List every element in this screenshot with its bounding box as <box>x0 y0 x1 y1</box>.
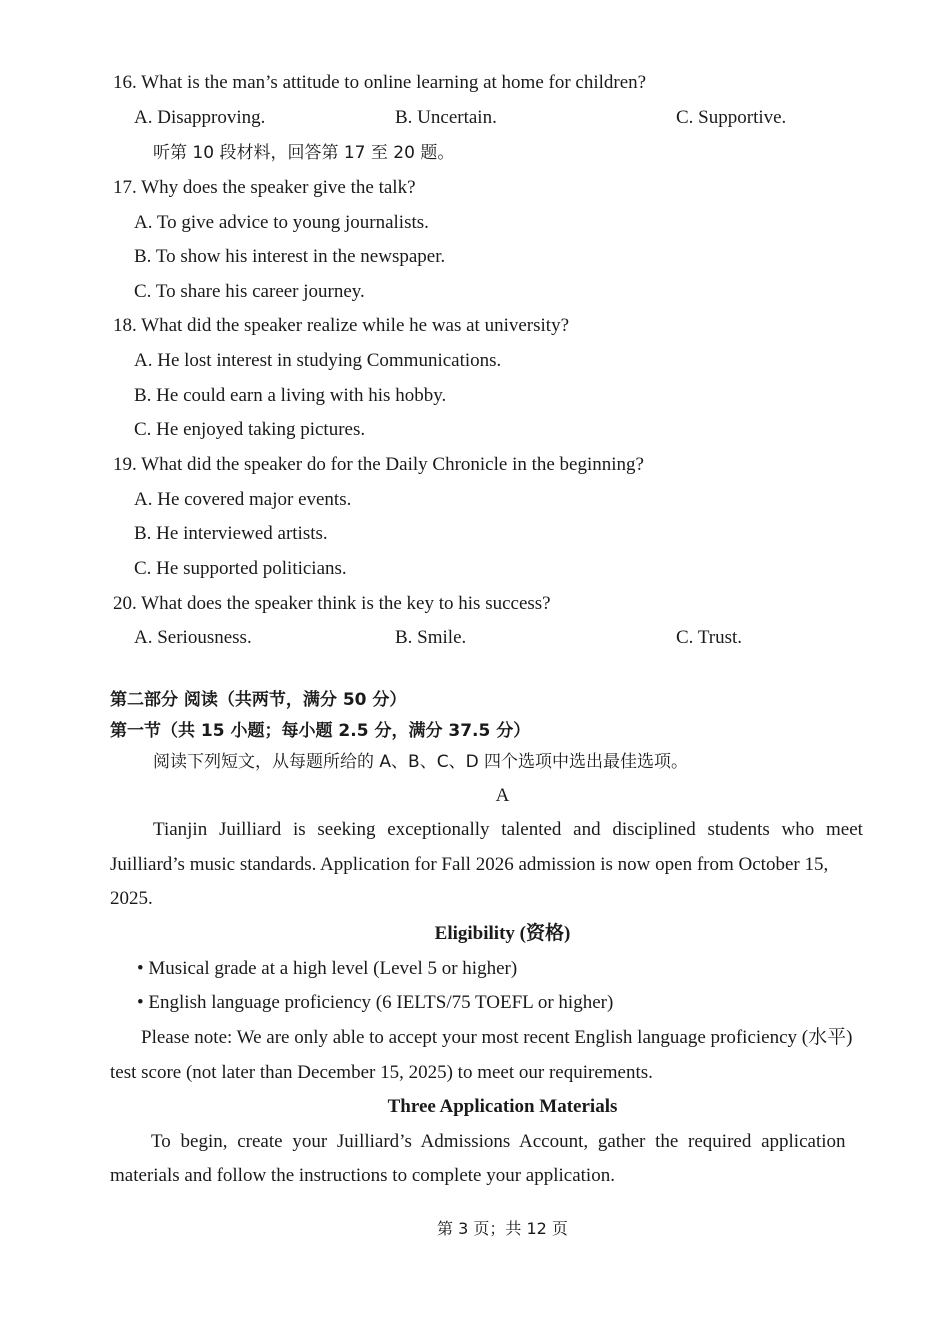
page-footer: 第 3 页；共 12 页 <box>437 1219 568 1238</box>
q19-option-c: C. He supported politicians. <box>134 558 347 579</box>
section1-heading: 第一节（共 15 小题；每小题 2.5 分，满分 37.5 分） <box>110 721 531 741</box>
passage-p1-line2: Juilliard’s music standards. Application for Fall 2026 admission is now open from October 15, <box>110 854 829 875</box>
eligibility-bullet-1: • Musical grade at a high level (Level 5 or higher) <box>137 958 518 979</box>
eligibility-heading: Eligibility (资格) <box>434 923 571 944</box>
q17-option-a: A. To give advice to young journalists. <box>134 212 429 233</box>
passage-p1-line1-text: Tianjin Juilliard is seeking exceptionally talented and disciplined students who meet <box>153 819 863 840</box>
q19-option-b: B. He interviewed artists. <box>134 523 328 544</box>
q20-option-b: B. Smile. <box>395 627 467 648</box>
q19-option-a: A. He covered major events. <box>134 489 352 510</box>
materials-heading: Three Application Materials <box>387 1096 618 1117</box>
q18-stem: 18. What did the speaker realize while he was at university? <box>113 315 570 336</box>
q18-option-c: C. He enjoyed taking pictures. <box>134 419 366 440</box>
q20-option-c: C. Trust. <box>676 627 743 648</box>
q17-stem: 17. Why does the speaker give the talk? <box>113 177 416 198</box>
note-line-2: test score (not later than December 15, 2025) to meet our requirements. <box>110 1062 653 1083</box>
passage-label: A <box>495 785 510 806</box>
q19-stem: 19. What did the speaker do for the Daily Chronicle in the beginning? <box>113 454 644 475</box>
passage-p2-line2: materials and follow the instructions to complete your application. <box>110 1165 615 1186</box>
passage-p2-line1: To begin, create your Juilliard’s Admissions Account, gather the required application <box>151 1131 846 1152</box>
q20-stem: 20. What does the speaker think is the key to his success? <box>113 593 551 614</box>
listening-instruction: 听第 10 段材料，回答第 17 至 20 题。 <box>153 143 455 163</box>
q16-option-a: A. Disapproving. <box>134 107 266 128</box>
q17-option-b: B. To show his interest in the newspaper. <box>134 246 446 267</box>
q20-option-a: A. Seriousness. <box>134 627 252 648</box>
eligibility-bullet-2: • English language proficiency (6 IELTS/75 TOEFL or higher) <box>137 992 614 1013</box>
q17-option-c: C. To share his career journey. <box>134 281 365 302</box>
q16-option-c: C. Supportive. <box>676 107 787 128</box>
note-line-1: Please note: We are only able to accept your most recent English language proficiency (水平) <box>141 1027 853 1048</box>
q16-stem: 16. What is the man’s attitude to online learning at home for children? <box>113 72 647 93</box>
q16-option-b: B. Uncertain. <box>395 107 497 128</box>
passage-p1-line1 <box>153 818 895 842</box>
reading-instruction: 阅读下列短文，从每题所给的 A、B、C、D 四个选项中选出最佳选项。 <box>153 752 689 772</box>
q18-option-a: A. He lost interest in studying Communications. <box>134 350 502 371</box>
part2-heading: 第二部分 阅读（共两节，满分 50 分） <box>110 690 407 710</box>
q18-option-b: B. He could earn a living with his hobby. <box>134 385 447 406</box>
passage-p1-line3: 2025. <box>110 888 153 909</box>
